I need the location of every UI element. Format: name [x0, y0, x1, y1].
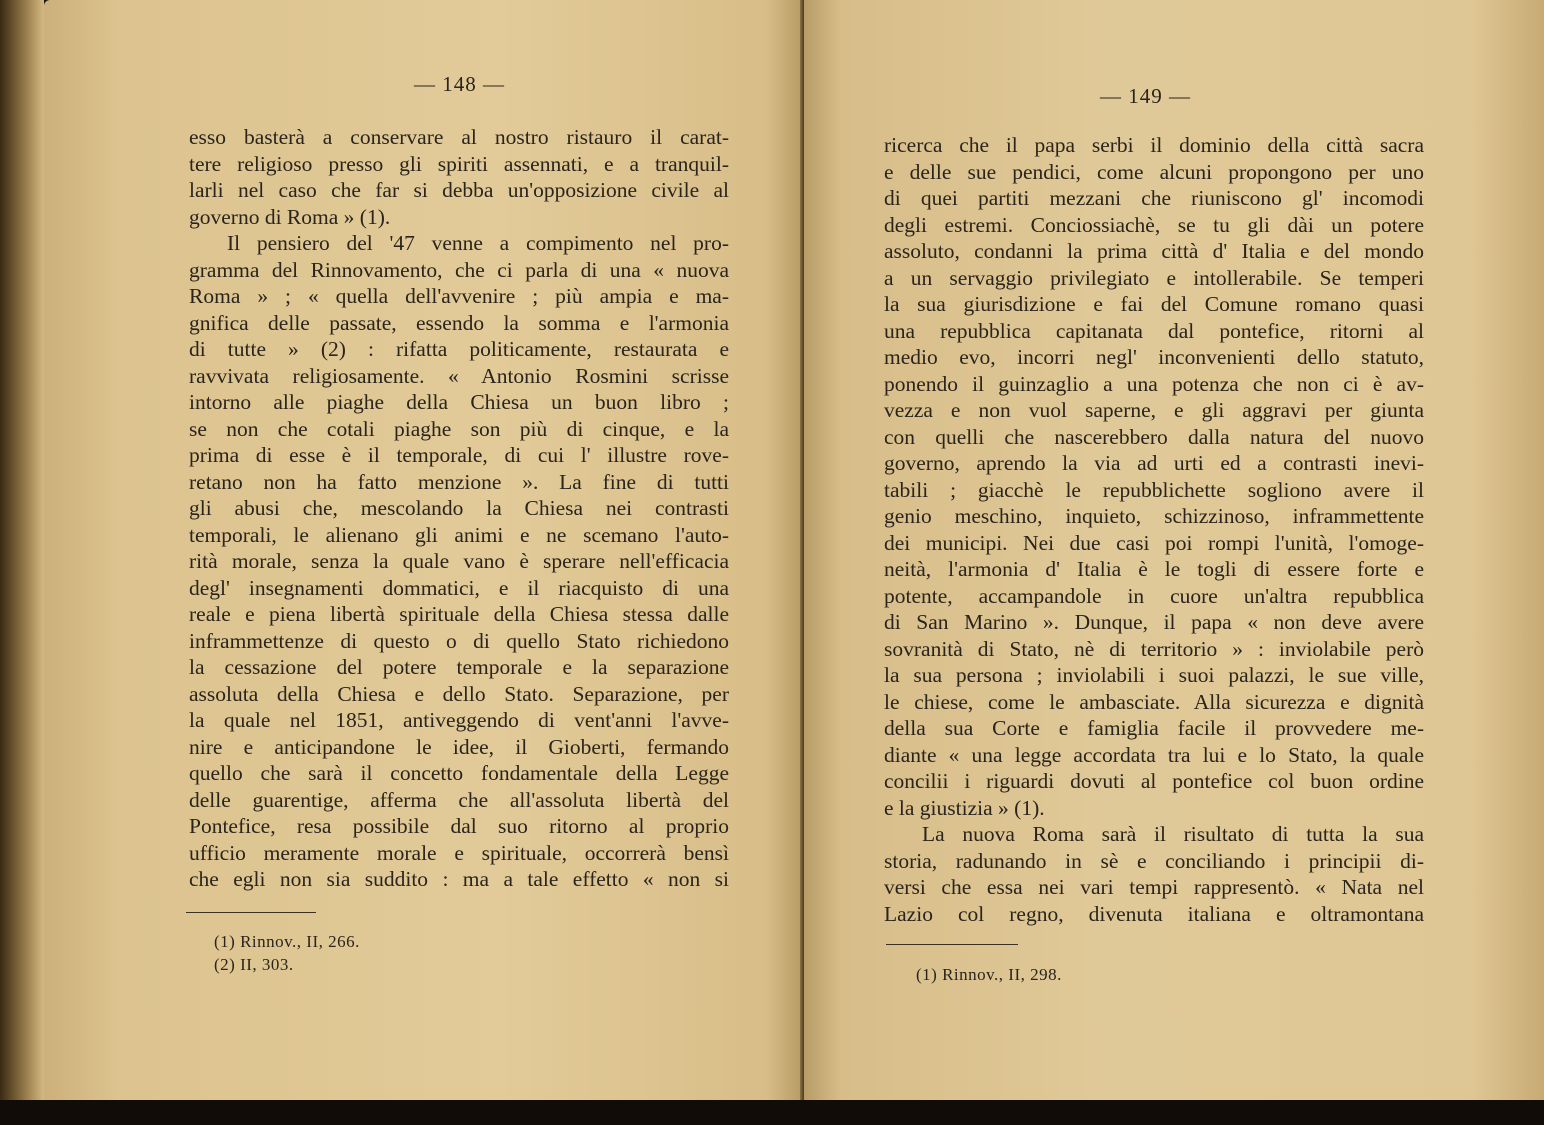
text-line: la sua giurisdizione e fai del Comune romano quasi [884, 292, 1424, 316]
text-line: tere religioso presso gli spiriti assennati, e a tranquil- [189, 151, 729, 176]
text-line: assoluta della Chiesa e dello Stato. Separazione, per [189, 681, 729, 706]
text-line: la sua persona ; inviolabili i suoi palazzi, le sue ville, [884, 663, 1424, 687]
left-footnotes [214, 930, 360, 976]
text-line: gnifica delle passate, essendo la somma e l'armonia [189, 310, 729, 335]
page-number-148: — 148 — [414, 72, 505, 96]
text-line: esso basterà a conservare al nostro ristauro il carat- [189, 125, 729, 149]
text-line: assoluto, condanni la prima città d' Italia e del mondo [884, 239, 1424, 263]
footnote: (1) Rinnov., II, 298. [916, 965, 1062, 984]
text-line: degli estremi. Conciossiachè, se tu gli dài un potere [884, 212, 1424, 237]
text-line: che egli non sia suddito : ma a tale effetto « non si [189, 867, 729, 891]
text-line: la cessazione del potere temporale e la separazione [189, 655, 729, 679]
text-line: una repubblica capitanata dal pontefice, ritorni al [884, 318, 1424, 343]
text-line: intorno alle piaghe della Chiesa un buon libro ; [189, 390, 729, 414]
text-line: Il pensiero del '47 venne a compimento nel pro- [227, 231, 729, 255]
text-line: la quale nel 1851, antiveggendo di vent'anni l'avve- [189, 708, 729, 732]
text-line: tabili ; giacchè le repubblichette sogliono avere il [884, 477, 1424, 502]
text-line: governo di Roma » (1). [189, 204, 391, 229]
text-line: degl' insegnamenti dommatici, e il riacquisto di una [189, 575, 729, 600]
text-line: di quei partiti mezzani che riuniscono gl' incomodi [884, 186, 1424, 210]
text-line: dei municipi. Nei due casi poi rompi l'unità, l'omoge- [884, 530, 1424, 555]
footnote: (2) II, 303. [214, 955, 294, 974]
text-line: rità morale, senza la quale vano è sperare nell'efficacia [189, 549, 729, 573]
text-line: delle guarentige, afferma che all'assoluta libertà del [189, 787, 729, 812]
text-line: ponendo il guinzaglio a una potenza che non ci è av- [884, 371, 1424, 396]
footnote-rule [886, 944, 1018, 945]
text-line: e delle sue pendici, come alcuni propongono per uno [884, 159, 1424, 184]
book-spine-edge [0, 0, 44, 1105]
text-line: temporali, le alienano gli animi e ne scemano l'auto- [189, 522, 729, 547]
text-line: La nuova Roma sarà il risultato di tutta la sua [922, 822, 1424, 846]
page-number-149: — 149 — [1100, 84, 1191, 108]
text-line: governo, aprendo la via ad urti ed a contrasti inevi- [884, 451, 1424, 475]
left-page-body [189, 124, 729, 893]
text-line: gramma del Rinnovamento, che ci parla di una « nuova [189, 257, 729, 282]
text-line: potente, accampandole in cuore un'altra repubblica [884, 583, 1424, 608]
text-line: gli abusi che, mescolando la Chiesa nei contrasti [189, 496, 729, 520]
right-page [804, 0, 1544, 1100]
text-line: della sua Corte e famiglia facile il provvedere me- [884, 716, 1424, 740]
text-line: neità, l'armonia d' Italia è le togli di essere forte e [884, 557, 1424, 581]
text-line: Lazio col regno, divenuta italiana e oltramontana [884, 901, 1424, 926]
left-page [44, 0, 804, 1100]
text-line: storia, radunando in sè e conciliando i principii di- [884, 848, 1424, 873]
text-line: retano non ha fatto menzione ». La fine di tutti [189, 469, 729, 494]
text-line: con quelli che nascerebbero dalla natura del nuovo [884, 424, 1424, 449]
text-line: genio meschino, inquieto, schizzinoso, inframmettente [884, 504, 1424, 528]
text-line: ravvivata religiosamente. « Antonio Rosmini scrisse [189, 363, 729, 388]
text-line: Pontefice, resa possibile dal suo ritorno al proprio [189, 814, 729, 838]
text-line: prima di esse è il temporale, di cui l' illustre rove- [189, 443, 729, 467]
footnote: (1) Rinnov., II, 266. [214, 932, 360, 951]
text-line: vezza e non vuol saperne, e gli aggravi per giunta [884, 398, 1424, 422]
text-line: e la giustizia » (1). [884, 795, 1045, 820]
text-line: larli nel caso che far si debba un'opposizione civile al [189, 178, 729, 202]
text-line: concilii i riguardi dovuti al pontefice col buon ordine [884, 769, 1424, 793]
text-line: inframmettenze di questo o di quello Stato richiedono [189, 628, 729, 653]
text-line: le chiese, come le ambasciate. Alla sicurezza e dignità [884, 689, 1424, 714]
book-bottom-edge [0, 1100, 1544, 1125]
text-line: a un servaggio privilegiato e intollerabile. Se temperi [884, 265, 1424, 290]
text-line: quello che sarà il concetto fondamentale della Legge [189, 761, 729, 785]
right-footnotes [916, 963, 1062, 986]
text-line: di tutte » (2) : rifatta politicamente, restaurata e [189, 337, 729, 361]
text-line: di San Marino ». Dunque, il papa « non deve avere [884, 610, 1424, 634]
text-line: diante « una legge accordata tra lui e lo Stato, la quale [884, 742, 1424, 767]
text-line: medio evo, incorri negl' inconvenienti dello statuto, [884, 345, 1424, 369]
footnote-rule [186, 912, 316, 913]
text-line: nire e anticipandone le idee, il Gioberti, fermando [189, 734, 729, 759]
text-line: sovranità di Stato, nè di territorio » : inviolabile però [884, 636, 1424, 661]
text-line: Roma » ; « quella dell'avvenire ; più ampia e ma- [189, 284, 729, 308]
text-line: ufficio meramente morale e spirituale, occorrerà bensì [189, 840, 729, 865]
text-line: ricerca che il papa serbi il dominio della città sacra [884, 133, 1424, 157]
text-line: se non che cotali piaghe son più di cinque, e la [189, 416, 729, 441]
right-page-body [884, 132, 1424, 927]
text-line: versi che essa nei vari tempi rappresentò. « Nata nel [884, 875, 1424, 899]
text-line: reale e piena libertà spirituale della Chiesa stessa dalle [189, 602, 729, 626]
